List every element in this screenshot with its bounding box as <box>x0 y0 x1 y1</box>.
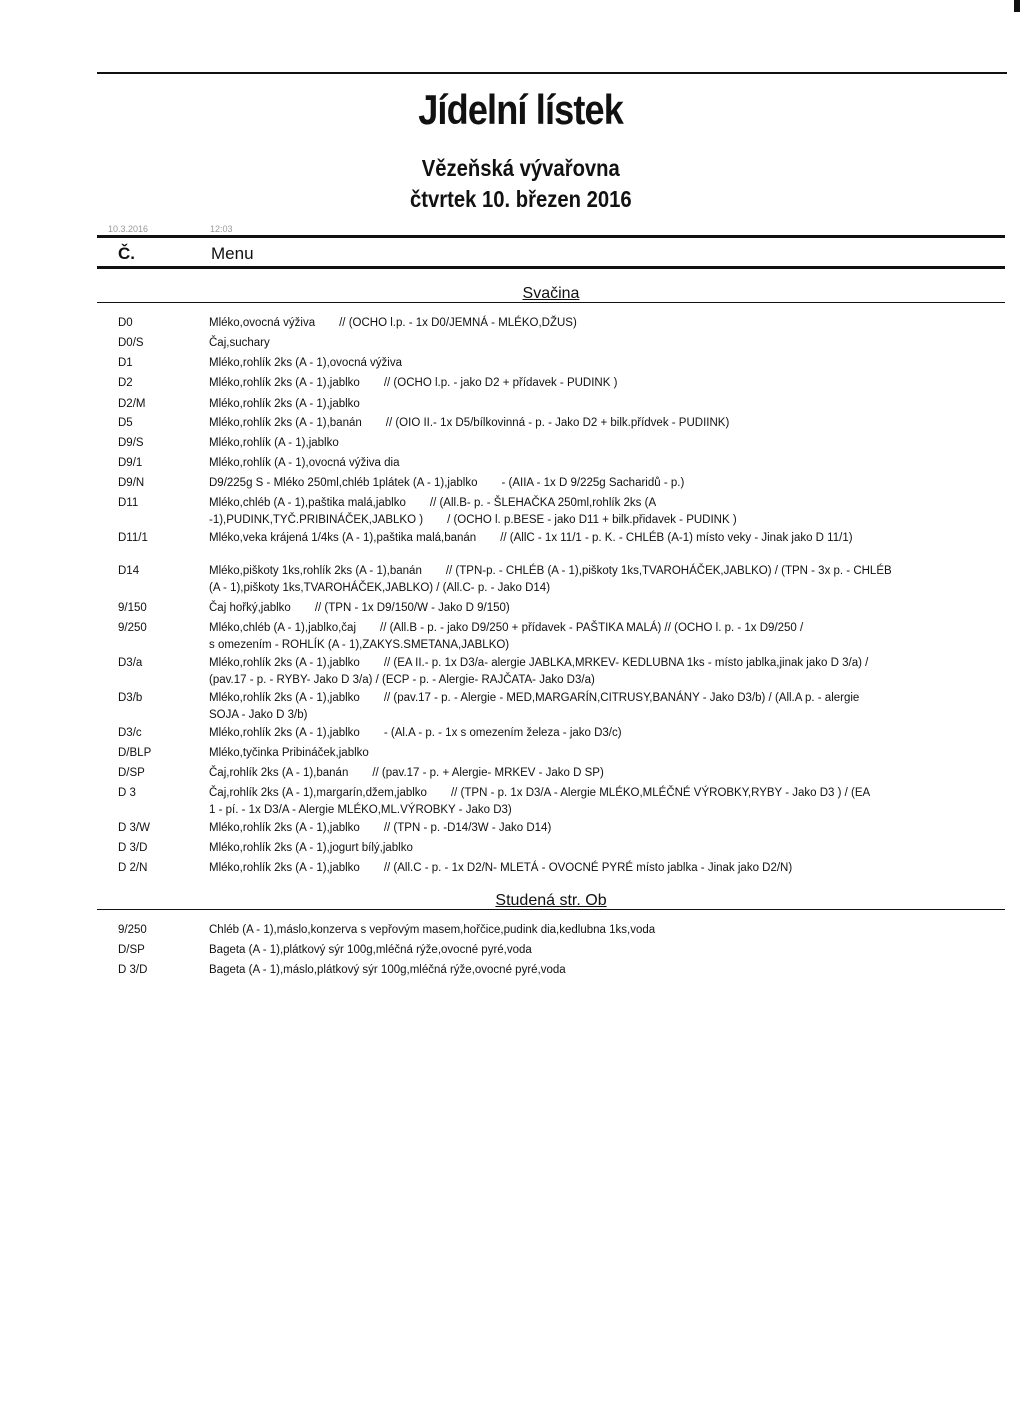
menu-line <box>209 435 949 452</box>
menu-items: Mléko,veka krájená 1/4ks (A - 1),paštika malá,banán <box>209 532 477 544</box>
menu-items: Bageta (A - 1),plátkový sýr 100g,mléčná rýže,ovocné pyré,voda <box>209 944 532 956</box>
diet-code: D2/M <box>118 398 146 410</box>
menu-line <box>209 620 949 637</box>
menu-text <box>209 765 949 782</box>
menu-line <box>209 840 949 857</box>
menu-text <box>209 600 949 617</box>
menu-text <box>209 725 949 742</box>
print-date: 10.3.2016 <box>108 224 149 234</box>
menu-items: Mléko,rohlík (A - 1),ovocná výživa dia <box>209 457 400 469</box>
menu-items: Mléko,rohlík 2ks (A - 1),ovocná výživa <box>209 357 403 369</box>
diet-note: // (OIO II.- 1x D5/bílkovinná - p. - Jako D2 + bilk.přídvek - PUDIINK) <box>385 417 730 429</box>
menu-text <box>209 455 949 472</box>
diet-note: // (pav.17 - p. + Alergie- MRKEV - Jako D SP) <box>372 767 604 779</box>
menu-items: Mléko,ovocná výživa <box>209 317 316 329</box>
menu-text <box>209 355 949 372</box>
menu-items: SOJA - Jako D 3/b) <box>209 709 308 721</box>
diet-note: // (EA II.- p. 1x D3/a- alergie JABLKA,MRKEV- KEDLUBNA 1ks - místo jablka,jinak jako D 3/a) / <box>383 657 869 669</box>
diet-code: D 3/D <box>118 964 148 976</box>
menu-items: Mléko,chléb (A - 1),jablko,čaj <box>209 622 357 634</box>
menu-text <box>209 962 949 979</box>
menu-line <box>209 672 949 689</box>
menu-text <box>209 860 949 877</box>
diet-code: D3/c <box>118 727 142 739</box>
diet-note: // (TPN - p. 1x D3/A - Alergie MLÉKO,MLÉČNÉ VÝROBKY,RYBY - Jako D3 ) / (EA <box>450 787 871 799</box>
diet-note: // (pav.17 - p. - Alergie - MED,MARGARÍN,CITRUSY,BANÁNY - Jako D3/b) / (All.A p. - alergie <box>383 692 860 704</box>
menu-line <box>209 802 949 819</box>
menu-items: (pav.17 - p. - RYBY- Jako D 3/a) / (ECP - p. - Alergie- RAJČATA- Jako D3/a) <box>209 674 595 686</box>
kitchen-name: Vězeňská vývařovna <box>421 155 620 181</box>
print-time: 12:03 <box>210 224 233 234</box>
diet-code: 9/150 <box>118 602 147 614</box>
menu-items: Bageta (A - 1),máslo,plátkový sýr 100g,mléčná rýže,ovocné pyré,voda <box>209 964 566 976</box>
menu-text <box>209 942 949 959</box>
diet-code: D9/S <box>118 437 144 449</box>
menu-line <box>209 315 949 332</box>
diet-note: // (TPN-p. - CHLÉB (A - 1),piškoty 1ks,TVAROHÁČEK,JABLKO) / (TPN - 3x p. - CHLÉB <box>445 565 892 577</box>
diet-code: D/SP <box>118 944 145 956</box>
diet-code: D5 <box>118 417 133 429</box>
diet-note: // (All.B- p. - ŠLEHAČKA 250ml,rohlík 2ks (A <box>429 497 657 509</box>
menu-text <box>209 315 949 332</box>
menu-items: D9/225g S - Mléko 250ml,chléb 1plátek (A - 1),jablko <box>209 477 478 489</box>
menu-line <box>209 942 949 959</box>
menu-text <box>209 396 949 413</box>
diet-note: // (OCHO l.p. - jako D2 + přídavek - PUDINK ) <box>383 377 618 389</box>
diet-note: // (TPN - 1x D9/150/W - Jako D 9/150) <box>314 602 510 614</box>
menu-line <box>209 725 949 742</box>
menu-line <box>209 962 949 979</box>
diet-code: D 3 <box>118 787 136 799</box>
menu-text <box>209 415 949 432</box>
column-header-menu: Menu <box>211 244 254 263</box>
section-title: Svačina <box>522 285 580 302</box>
diet-note: // (TPN - p. -D14/3W - Jako D14) <box>383 822 552 834</box>
diet-code: D11/1 <box>118 532 148 544</box>
menu-items: Mléko,rohlík (A - 1),jablko <box>209 437 339 449</box>
menu-items: Mléko,rohlík 2ks (A - 1),jablko <box>209 692 360 704</box>
menu-text <box>209 690 949 724</box>
menu-line <box>209 495 949 512</box>
menu-line <box>209 580 949 597</box>
menu-items: Mléko,rohlík 2ks (A - 1),jablko <box>209 398 360 410</box>
menu-text <box>209 475 949 492</box>
diet-code: D/SP <box>118 767 145 779</box>
menu-items: Mléko,rohlík 2ks (A - 1),jablko <box>209 377 360 389</box>
menu-text <box>209 563 949 597</box>
diet-code: D0/S <box>118 337 144 349</box>
menu-line <box>209 637 949 654</box>
menu-line <box>209 475 949 492</box>
diet-note: / (OCHO l. p.BESE - jako D11 + bilk.přidavek - PUDINK ) <box>447 514 737 526</box>
menu-items: Mléko,rohlík 2ks (A - 1),jablko <box>209 727 360 739</box>
top-rule <box>97 72 1007 74</box>
menu-items: Mléko,tyčinka Pribináček,jablko <box>209 747 369 759</box>
menu-items: Čaj,suchary <box>209 337 270 349</box>
menu-items: Mléko,rohlík 2ks (A - 1),jablko <box>209 862 360 874</box>
header-rule-top <box>97 235 1005 238</box>
menu-line <box>209 690 949 707</box>
diet-code: D3/a <box>118 657 143 669</box>
menu-text <box>209 655 949 689</box>
menu-text <box>209 530 949 547</box>
menu-line <box>209 335 949 352</box>
menu-line <box>209 396 949 413</box>
diet-code: D0 <box>118 317 133 329</box>
menu-text <box>209 620 949 654</box>
menu-items: s omezením - ROHLÍK (A - 1),ZAKYS.SMETANA,JABLKO) <box>209 639 510 651</box>
diet-note: - (AIIA - 1x D 9/225g Sacharidů - p.) <box>501 477 685 489</box>
diet-code: D1 <box>118 357 133 369</box>
menu-line <box>209 765 949 782</box>
diet-code: 9/250 <box>118 924 147 936</box>
diet-code: D9/N <box>118 477 145 489</box>
diet-code: D 2/N <box>118 862 148 874</box>
menu-line <box>209 530 949 547</box>
diet-code: D9/1 <box>118 457 143 469</box>
menu-text <box>209 922 949 939</box>
menu-items: Chléb (A - 1),máslo,konzerva s vepřovým masem,hořčice,pudink dia,kedlubna 1ks,voda <box>209 924 656 936</box>
menu-items: Čaj,rohlík 2ks (A - 1),margarín,džem,jablko <box>209 787 427 799</box>
scan-edge-mark <box>1014 0 1020 12</box>
diet-code: D/BLP <box>118 747 152 759</box>
menu-text <box>209 785 949 819</box>
menu-line <box>209 655 949 672</box>
menu-text <box>209 435 949 452</box>
section-rule <box>97 302 1005 303</box>
diet-code: D 3/D <box>118 842 148 854</box>
diet-code: D 3/W <box>118 822 150 834</box>
menu-items: Mléko,rohlík 2ks (A - 1),jogurt bílý,jablko <box>209 842 413 854</box>
menu-line <box>209 512 949 529</box>
diet-note: // (All.C - p. - 1x D2/N- MLETÁ - OVOCNÉ PYRÉ místo jablka - Jinak jako D2/N) <box>383 862 793 874</box>
menu-date: čtvrtek 10. březen 2016 <box>409 186 632 212</box>
menu-line <box>209 922 949 939</box>
menu-line <box>209 355 949 372</box>
diet-code: D11 <box>118 497 139 509</box>
menu-items: 1 - pí. - 1x D3/A - Alergie MLÉKO,ML.VÝROBKY - Jako D3) <box>209 804 512 816</box>
menu-line <box>209 707 949 724</box>
menu-line <box>209 860 949 877</box>
menu-line <box>209 820 949 837</box>
menu-items: Čaj hořký,jablko <box>209 602 291 614</box>
menu-items: Mléko,chléb (A - 1),paštika malá,jablko <box>209 497 406 509</box>
menu-text <box>209 335 949 352</box>
menu-line <box>209 375 949 392</box>
section-title: Studená str. Ob <box>495 892 607 909</box>
menu-text <box>209 820 949 837</box>
diet-note: // (OCHO l.p. - 1x D0/JEMNÁ - MLÉKO,DŽUS) <box>339 317 577 329</box>
menu-line <box>209 563 949 580</box>
diet-code: D14 <box>118 565 140 577</box>
menu-line <box>209 455 949 472</box>
diet-code: 9/250 <box>118 622 147 634</box>
header-rule-bottom <box>97 266 1005 269</box>
menu-line <box>209 785 949 802</box>
menu-items: Mléko,rohlík 2ks (A - 1),jablko <box>209 822 360 834</box>
menu-items: (A - 1),piškoty 1ks,TVAROHÁČEK,JABLKO) / (All.C- p. - Jako D14) <box>209 582 551 594</box>
menu-text <box>209 840 949 857</box>
menu-items: Mléko,rohlík 2ks (A - 1),banán <box>209 417 362 429</box>
section-rule <box>97 909 1005 910</box>
diet-code: D3/b <box>118 692 143 704</box>
diet-note: - (Al.A - p. - 1x s omezením železa - jako D3/c) <box>383 727 622 739</box>
menu-text <box>209 375 949 392</box>
menu-items: Čaj,rohlík 2ks (A - 1),banán <box>209 767 349 779</box>
menu-text <box>209 745 949 762</box>
diet-note: // (AllC - 1x 11/1 - p. K. - CHLÉB (A-1) místo veky - Jinak jako D 11/1) <box>500 532 853 544</box>
menu-items: Mléko,rohlík 2ks (A - 1),jablko <box>209 657 360 669</box>
menu-text <box>209 495 949 529</box>
menu-items: -1),PUDINK,TYČ.PRIBINÁČEK,JABLKO ) <box>209 514 424 526</box>
diet-code: D2 <box>118 377 133 389</box>
menu-line <box>209 415 949 432</box>
column-header-code: Č. <box>118 244 135 263</box>
diet-note: // (All.B - p. - jako D9/250 + přídavek - PAŠTIKA MALÁ) // (OCHO l. p. - 1x D9/250 / <box>380 622 804 634</box>
menu-items: Mléko,piškoty 1ks,rohlík 2ks (A - 1),banán <box>209 565 422 577</box>
page-title: Jídelní lístek <box>418 86 623 133</box>
menu-line <box>209 600 949 617</box>
menu-line <box>209 745 949 762</box>
